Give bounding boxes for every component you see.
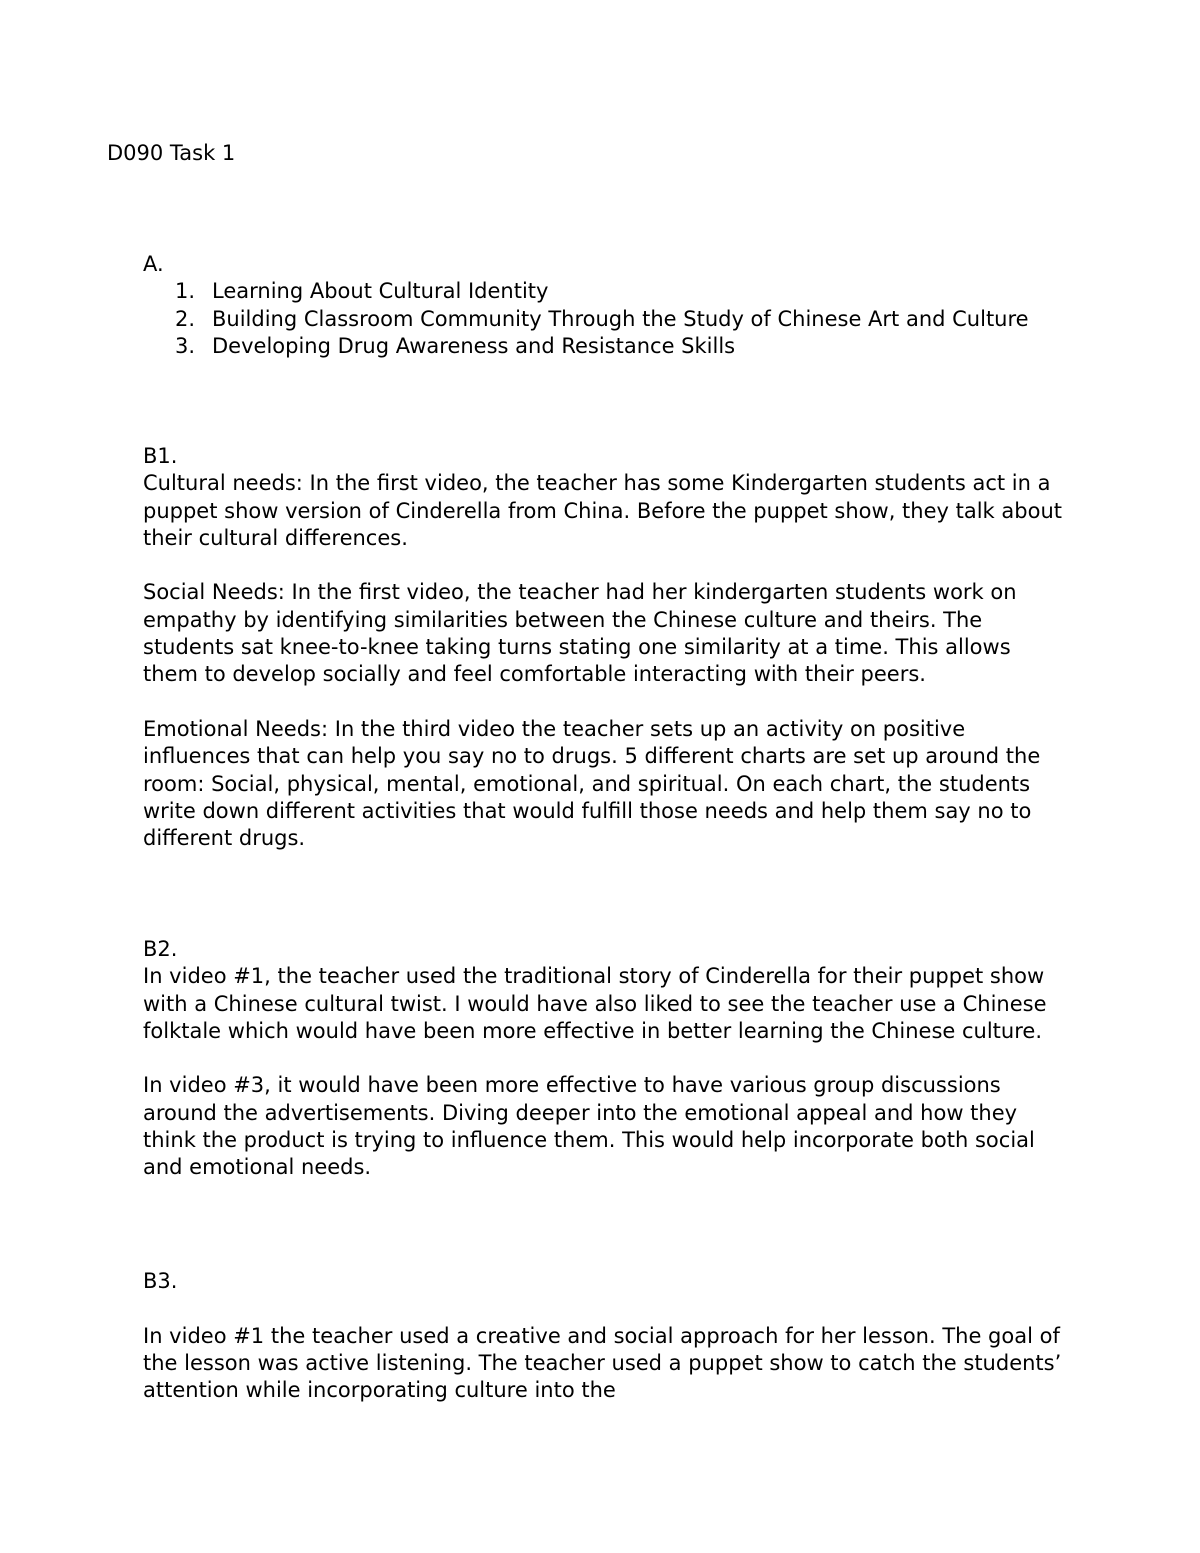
list-item-number: 1. (175, 279, 196, 304)
document-title: D090 Task 1 (107, 141, 236, 165)
cultural-topics-list (143, 278, 1068, 360)
section-b2 (143, 936, 1068, 1182)
video-3-paragraph: In video #3, it would have been more effective to have various group discussions around the advertisements. Diving deeper into the emotional appeal and how they think the product is trying to influence them. This would help incorporate both social and emotional needs. (143, 1073, 1035, 1180)
list-item-number: 2. (175, 306, 196, 331)
section-b3 (143, 1268, 1068, 1404)
section-a (143, 251, 1068, 360)
social-needs-paragraph: Social Needs: In the first video, the teacher had her kindergarten students work on empathy by identifying similarities between the Chinese culture and theirs. The students sat knee-to-knee taking turns stating one similarity at a time. This allows them to develop socially and feel comfortable interacting with their peers. (143, 580, 1017, 687)
list-item-text: Building Classroom Community Through the Study of Chinese Art and Culture (212, 306, 1029, 331)
section-b1-heading: B1. (143, 444, 178, 468)
list-item-text: Developing Drug Awareness and Resistance Skills (212, 333, 736, 358)
list-item-number: 3. (175, 333, 196, 358)
section-b2-heading: B2. (143, 937, 178, 961)
section-b1 (143, 443, 1068, 852)
creative-approach-paragraph: In video #1 the teacher used a creative and social approach for her lesson. The goal of the lesson was active listening. The teacher used a puppet show to catch the students’ attention while incorporating culture into the (143, 1323, 1062, 1403)
list-item (143, 333, 1068, 360)
video-1-paragraph: In video #1, the teacher used the traditional story of Cinderella for their puppet show with a Chinese cultural twist. I would have also liked to see the teacher use a Chinese folktale which would have been more effective in better learning the Chinese culture. (143, 964, 1047, 1043)
section-b3-heading: B3. (143, 1269, 178, 1293)
list-item (143, 278, 1068, 305)
emotional-needs-paragraph: Emotional Needs: In the third video the teacher sets up an activity on positive influences that can help you say no to drugs. 5 different charts are set up around the room: Social, physical, mental, emotional, and spiritual. On each chart, the students write down different activities that would fulfill those needs and help them say no to different drugs. (143, 716, 1041, 851)
list-item (143, 306, 1068, 333)
list-item-text: Learning About Cultural Identity (212, 279, 549, 304)
cultural-needs-paragraph: Cultural needs: In the first video, the teacher has some Kindergarten students act in a puppet show version of Cinderella from China. Before the puppet show, they talk about their cultural differences. (143, 471, 1062, 550)
section-a-heading: A. (143, 252, 164, 276)
